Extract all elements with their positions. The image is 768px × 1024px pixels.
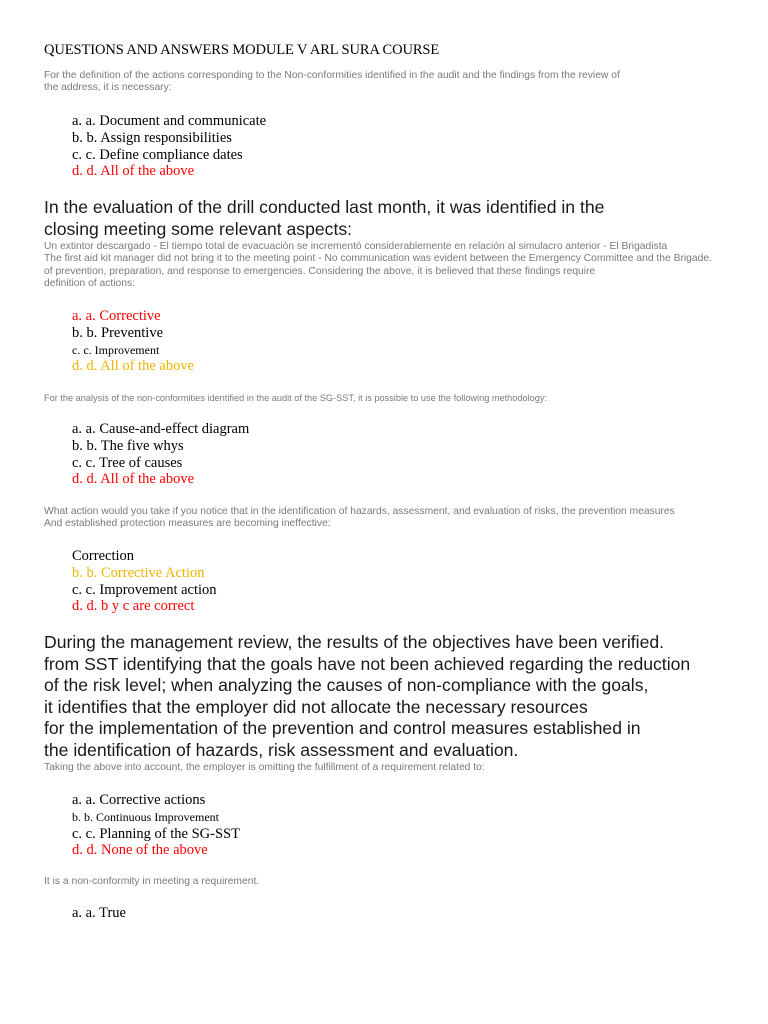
question-6-prompt: It is a non-conformity in meeting a requirement. [44, 876, 260, 887]
answer-option: b. b. Continuous Improvement [72, 809, 219, 824]
answer-option: Correction [72, 548, 135, 564]
question-5-prompt: Taking the above into account, the employer is omitting the fulfillment of a requirement related to: [44, 762, 485, 773]
answer-option: c. c. Planning of the SG-SST [72, 825, 240, 842]
answer-option: a. a. Corrective actions [72, 792, 206, 808]
question-6-options [72, 905, 126, 922]
answer-option: b. b. The five whys [72, 437, 184, 454]
answer-option: c. c. Define compliance dates [72, 146, 243, 163]
answer-option: d. d. All of the above [72, 471, 195, 488]
answer-option: d. d. b y c are correct [72, 598, 195, 615]
question-4-prompt: What action would you take if you notice that in the identification of hazards, assessment, and evaluation of risks, the prevention measures And established protection measures are becoming ineffective: [44, 506, 675, 530]
question-2-prompt: Un extintor descargado - El tiempo total de evacuación se incrementó considerablemente en relación al simulacro anterior - El Brigadista The first aid kit manager did not bring it to the meeting point - No communication was evident between the Emergency Committee and the Brigade. of prevention, preparation, and response to emergencies. Considering the above, it is believed that these findings require definition of actions: [44, 241, 712, 290]
answer-option: b. b. Corrective Action [72, 564, 205, 581]
answer-option: a. a. Document and communicate [72, 113, 267, 129]
answer-option: c. c. Tree of causes [72, 454, 183, 471]
question-4-options [72, 548, 217, 615]
question-2-heading: In the evaluation of the drill conducted last month, it was identified in the closing meeting some relevant aspects: [44, 197, 605, 239]
question-3-prompt: For the analysis of the non-conformities identified in the audit of the SG-SST, it is possible to use the following methodology: [44, 393, 548, 403]
answer-option: b. b. Preventive [72, 324, 164, 341]
question-1-options [72, 113, 266, 180]
answer-option: c. c. Improvement [72, 342, 160, 357]
answer-option: a. a. Cause-and-effect diagram [72, 421, 250, 437]
answer-option: d. d. All of the above [72, 358, 195, 375]
question-3-options [72, 421, 249, 488]
question-2-options [72, 308, 194, 375]
answer-option: a. a. Corrective [72, 308, 161, 324]
question-1-prompt: For the definition of the actions corresponding to the Non-conformities identified in the audit and the findings from the review of the address, it is necessary: [44, 70, 620, 94]
answer-option: d. d. All of the above [72, 163, 195, 180]
question-5-options [72, 792, 240, 859]
question-5-heading: During the management review, the results of the objectives have been verified. from SST identifying that the goals have not been achieved regarding the reduction of the risk level; when analyzing the causes of non-compliance with the goals, it identifies that the employer did not allocate the necessary resources for the implementation of the prevention and control measures established in the identification of hazards, risk assessment and evaluation. [44, 632, 691, 760]
answer-option: a. a. True [72, 905, 126, 921]
document-title: QUESTIONS AND ANSWERS MODULE V ARL SURA COURSE [44, 42, 440, 58]
answer-option: d. d. None of the above [72, 842, 208, 859]
answer-option: c. c. Improvement action [72, 581, 217, 598]
answer-option: b. b. Assign responsibilities [72, 129, 232, 146]
